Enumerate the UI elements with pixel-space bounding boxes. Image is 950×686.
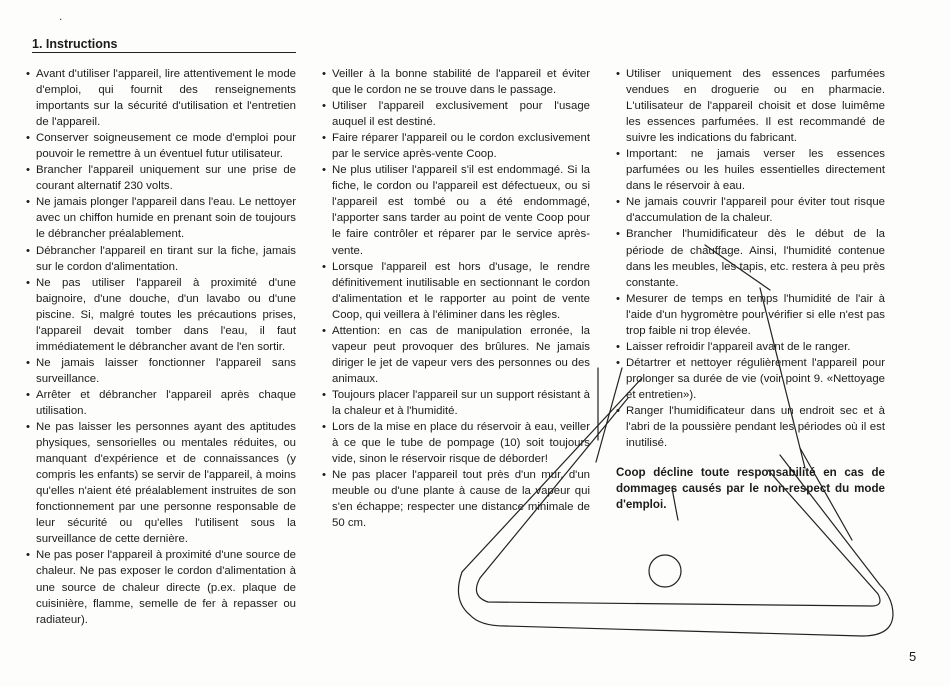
instruction-item: • Ne pas laisser les personnes ayant des aptitudes physiques, sensorielles ou mentales réduites, ou manquant d'expérience et de connaissances (y compris les enfants) se servir de l'appareil, à moins qu'elles n'aient été préalablement instruites de son fonctionnement par une personne responsable de leur sécurité ou qu'elles l'utilisent sous la surveillance de cette dernière.	[26, 419, 296, 547]
instruction-item: • Mesurer de temps en temps l'humidité de l'air à l'aide d'un hygromètre pour vérifier si elle n'est pas trop faible ni trop élevée.	[616, 291, 885, 339]
print-speck: ٠	[58, 14, 64, 25]
instruction-item: • Utiliser l'appareil exclusivement pour l'usage auquel il est destiné.	[322, 98, 590, 130]
instruction-item: • Ne jamais couvrir l'appareil pour éviter tout risque d'accumulation de la chaleur.	[616, 194, 885, 226]
instruction-item: • Brancher l'appareil uniquement sur une prise de courant alternatif 230 volts.	[26, 162, 296, 194]
instruction-item: • Arrêter et débrancher l'appareil après chaque utilisation.	[26, 387, 296, 419]
instruction-item: • Détartrer et nettoyer régulièrement l'appareil pour prolonger sa durée de vie (voir point 9. «Nettoyage et entretien»).	[616, 355, 885, 403]
instruction-item: • Ne plus utiliser l'appareil s'il est endommagé. Si la fiche, le cordon ou l'appareil est défectueux, ou si l'appareil est tombé ou a été endommagé, l'apporter sans tarder au point de vente Coop pour le faire contrôler et réparer par le service après-vente.	[322, 162, 590, 258]
column-1	[26, 66, 296, 628]
instruction-item: • Ne pas poser l'appareil à proximité d'une source de chaleur. Ne pas exposer le cordon d'alimentation à une source de chaleur directe (p.ex. plaque de cuisinière, flamme, semelle de fer à repasser ou radiateur).	[26, 547, 296, 627]
instruction-item: • Faire réparer l'appareil ou le cordon exclusivement par le service après-vente Coop.	[322, 130, 590, 162]
instruction-item: • Ne jamais plonger l'appareil dans l'eau. Le nettoyer avec un chiffon humide en prenant soin de toujours le débrancher préalablement.	[26, 194, 296, 242]
instruction-item: • Ne pas placer l'appareil tout près d'un mur, d'un meuble ou d'une plante à cause de la vapeur qui s'en échappe; respecter une distance minimale de 50 cm.	[322, 467, 590, 531]
control-knob	[649, 555, 681, 587]
instruction-item: • Débrancher l'appareil en tirant sur la fiche, jamais sur le cordon d'alimentation.	[26, 243, 296, 275]
instruction-item: • Toujours placer l'appareil sur un support résistant à la chaleur et à l'humidité.	[322, 387, 590, 419]
instruction-item: • Ranger l'humidificateur dans un endroit sec et à l'abri de la poussière pendant les périodes où il est inutilisé.	[616, 403, 885, 451]
instruction-item: • Conserver soigneusement ce mode d'emploi pour pouvoir le remettre à un éventuel futur utilisateur.	[26, 130, 296, 162]
instruction-item: • Lors de la mise en place du réservoir à eau, veiller à ce que le tube de pompage (10) soit toujours vide, sinon le réservoir risque de déborder!	[322, 419, 590, 467]
instruction-item: • Lorsque l'appareil est hors d'usage, le rendre définitivement inutilisable en sectionnant le cordon d'alimentation et le rapporter au point de vente Coop, qui veillera à l'éliminer dans les règles.	[322, 259, 590, 323]
instruction-item: • Brancher l'humidificateur dès le début de la période de chauffage. Ainsi, l'humidité contenue dans les meubles, les tapis, etc. restera à peu près constante.	[616, 226, 885, 290]
instruction-item: • Ne pas utiliser l'appareil à proximité d'une baignoire, d'une douche, d'un lavabo ou d'une piscine. Si, malgré toutes les précautions prises, l'appareil devait tomber dans l'eau, il faut immédiatement le débrancher avant de l'en sortir.	[26, 275, 296, 355]
section-heading: 1. Instructions	[32, 37, 296, 53]
instruction-item: • Attention: en cas de manipulation erronée, la vapeur peut provoquer des brûlures. Ne jamais diriger le jet de vapeur vers des personnes ou des animaux.	[322, 323, 590, 387]
column-2	[322, 66, 590, 531]
instruction-item: • Laisser refroidir l'appareil avant de le ranger.	[616, 339, 885, 355]
instruction-item: • Ne jamais laisser fonctionner l'appareil sans surveillance.	[26, 355, 296, 387]
instruction-item: • Veiller à la bonne stabilité de l'appareil et éviter que le cordon ne se trouve dans le passage.	[322, 66, 590, 98]
column-3	[616, 66, 885, 513]
liability-notice: Coop décline toute responsabilité en cas de dommages causés par le non-respect du mode d'emploi.	[616, 466, 885, 512]
instruction-item: • Important: ne jamais verser les essences parfumées ou les huiles essentielles directement dans le réservoir à eau.	[616, 146, 885, 194]
instruction-item: • Utiliser uniquement des essences parfumées vendues en droguerie ou en pharmacie. L'utilisateur de l'appareil choisit et dose luimême les essences parfumées. Il est recommandé de suivre les indications du fabricant.	[616, 66, 885, 146]
instruction-item: • Avant d'utiliser l'appareil, lire attentivement le mode d'emploi, qui fournit des renseignements importants sur la sécurité d'utilisation et l'entretien de l'appareil.	[26, 66, 296, 130]
page-number: 5	[909, 649, 917, 664]
